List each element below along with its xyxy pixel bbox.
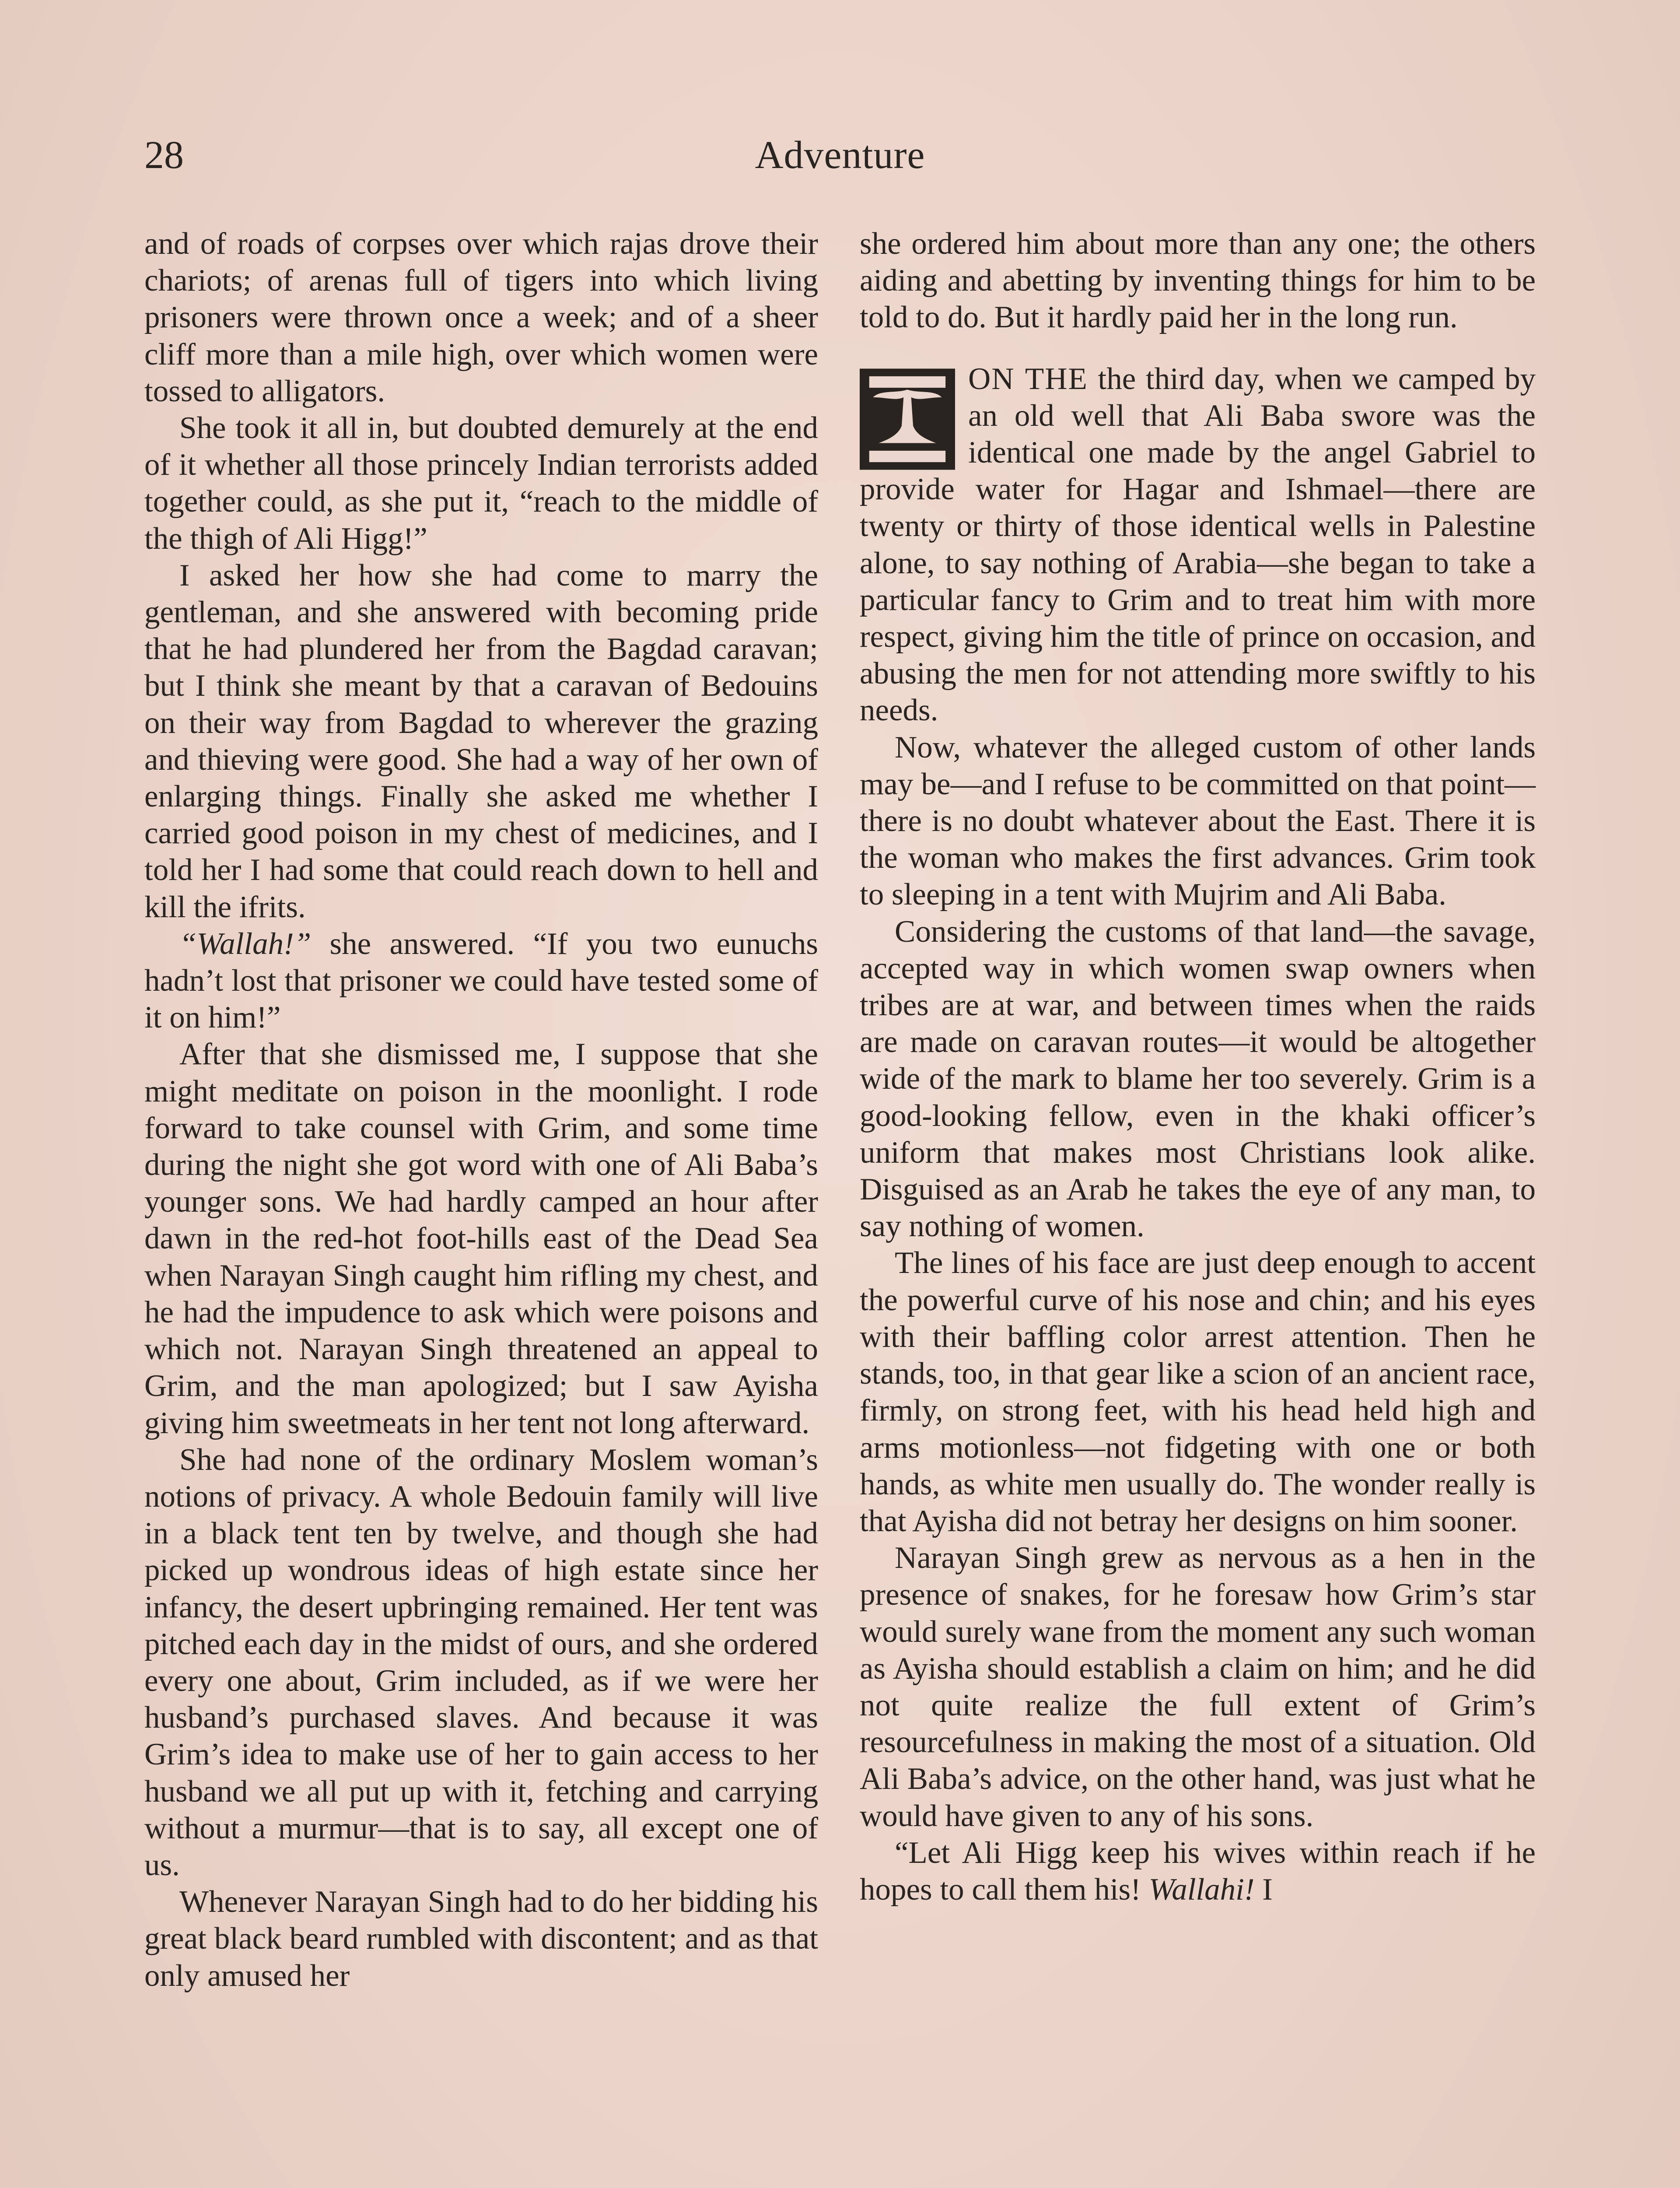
paragraph: Now, whatever the alleged custom of other lands may be—and I refuse to be committed on that point—there is no doubt whatever about the East. There it is the woman who makes the first advances. Grim took to sleeping in a tent with Mujrim and Ali Baba.	[860, 730, 1536, 912]
paragraph: She had none of the ordinary Moslem woman’s notions of privacy. A whole Bedouin family will live in a black tent ten by twelve, and though she had picked up wondrous ideas of high estate since her infancy, the desert upbringing remained. Her tent was pitched each day in the midst of ours, and she ordered every one about, Grim included, as if we were her husband’s purchased slaves. And because it was Grim’s idea to make use of her to gain access to her husband we all put up with it, fetching and carrying without a murmur—that is to say, all except one of us.	[144, 1442, 818, 1882]
paragraph: Considering the customs of that land—the savage, accepted way in which women swap owners when tribes are at war, and between times when the raids are made on caravan routes—it would be altogether wide of the mark to blame her too severely. Grim is a good-looking fellow, even in the khaki officer’s uniform that makes most Christians look alike. Disguised as an Arab he takes the eye of any man, to say nothing of women.	[860, 914, 1536, 1244]
paragraph: She took it all in, but doubted demurely at the end of it whether all those princely Indian terrorists added together could, as she put it, “reach to the middle of the thigh of Ali Higg!”	[144, 411, 818, 556]
paragraph: After that she dismissed me, I suppose that she might meditate on poison in the moonlight. I rode forward to take counsel with Grim, and some time during the night she got word with one of Ali Baba’s younger sons. We had hardly camped an hour after dawn in the red-hot foot-hills east of the Dead Sea when Narayan Singh caught him rifling my chest, and he had the impudence to ask which were poisons and which not. Narayan Singh threatened an appeal to Grim, and the man apologized; but I saw Ayisha giving him sweetmeats in her tent not long afterward.	[144, 1037, 818, 1440]
italic-exclamation: “Wallah!”	[179, 926, 312, 961]
paragraph-text: “Let Ali Higg keep his wives within reach if he hopes to call them his!	[860, 1835, 1536, 1907]
paragraph: and of roads of corpses over which rajas drove their chariots; of arenas full of tigers into which living prisoners were thrown once a week; and of a sheer cliff more than a mile high, over which women were tossed to alligators.	[144, 227, 818, 408]
paragraph: Whenever Narayan Singh had to do her bidding his great black beard rumbled with discontent; and as that only amused her	[144, 1885, 818, 1993]
dropcap-ornament-icon	[860, 368, 955, 470]
lead-caps: ON THE	[968, 361, 1088, 396]
paragraph: Narayan Singh grew as nervous as a hen in the presence of snakes, for he foresaw how Grim’s star would surely wane from the moment any such woman as Ayisha should establish a claim on him; and he did not quite realize the full extent of Grim’s resourcefulness in making the most of a situation. Old Ali Baba’s advice, on the other hand, was just what he would have given to any of his sons.	[860, 1541, 1536, 1833]
left-column	[144, 225, 818, 1994]
page-number: 28	[144, 133, 184, 177]
paragraph: she ordered him about more than any one; the others aiding and abetting by inventing things for him to be told to do. But it hardly paid her in the long run.	[860, 227, 1536, 335]
italic-exclamation: Wallahi!	[1148, 1872, 1255, 1907]
paragraph: I asked her how she had come to marry the gentleman, and she answered with becoming pride that he had plundered her from the Bagdad caravan; but I think she meant by that a caravan of Bedouins on their way from Bagdad to wherever the grazing and thieving were good. She had a way of her own of enlarging things. Finally she asked me whether I carried good poison in my chest of medicines, and I told her I had some that could reach down to hell and kill the ifrits.	[144, 558, 818, 924]
paragraph-text: I	[1262, 1872, 1273, 1907]
page-header	[144, 131, 1536, 193]
paragraph-with-dropcap	[860, 361, 1536, 729]
running-title: Adventure	[755, 133, 925, 177]
paragraph	[144, 926, 818, 1036]
paragraph-text: the third day, when we camped by an old well that Ali Baba swore was the identical one made by the angel Gabriel to provide water for Hagar and Ishmael—there are twenty or thirty of those identical wells in Palestine alone, to say nothing of Arabia—she began to take a particular fancy to Grim and to treat him with more respect, giving him the title of prince on occasion, and abusing the men for not attending more swiftly to his needs.	[860, 361, 1536, 728]
paragraph: The lines of his face are just deep enough to accent the powerful curve of his nose and chin; and his eyes with their baffling color arrest attention. Then he stands, too, in that gear like a scion of an ancient race, firmly, on strong feet, with his head held high and arms motionless—not fidgeting with one or both hands, as white men usually do. The wonder really is that Ayisha did not betray her designs on him sooner.	[860, 1246, 1536, 1538]
paragraph-text: she answered. “If you two eunuchs hadn’t lost that prisoner we could have tested some of it on him!”	[144, 926, 818, 1035]
paragraph	[860, 1834, 1536, 1908]
right-column	[860, 225, 1536, 1908]
